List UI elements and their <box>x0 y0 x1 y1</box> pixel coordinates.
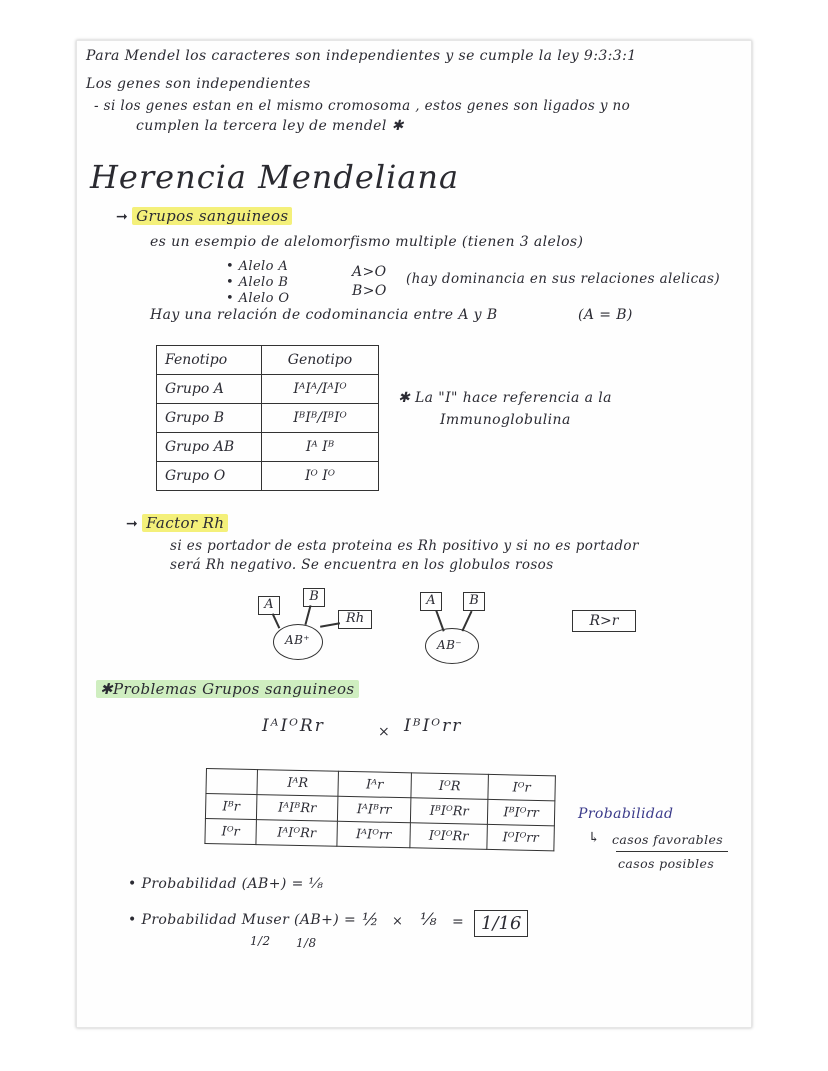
rh-line-1: si es portador de esta proteina es Rh positivo y si no es portador <box>170 538 639 554</box>
table-row <box>157 404 379 433</box>
codominance-equation: (A = B) <box>578 307 633 323</box>
table-row-header: Iᴮr <box>205 794 257 820</box>
cross-left: IᴬIᴼRr <box>262 716 325 736</box>
table-cell: IᴬIᴮRr <box>256 795 338 822</box>
table-row-header: Iᴼr <box>205 818 257 844</box>
table-cell: Grupo A <box>157 375 262 404</box>
rh-heading-text: Factor Rh <box>142 514 228 532</box>
table-header: IᴼR <box>411 773 489 800</box>
table-cell: Grupo B <box>157 404 262 433</box>
arrow-right-icon: ➞ <box>126 516 139 532</box>
table-cell: IᴼIᴼRr <box>410 823 488 850</box>
table-row <box>157 346 379 375</box>
fraction-half: ½ <box>362 910 379 930</box>
intro-line-3: - si los genes estan en el mismo cromosoma , estos genes son ligados y no <box>94 98 631 114</box>
fraction-eighth: ⅛ <box>420 910 437 930</box>
grupos-heading <box>116 207 292 225</box>
dominance-note: (hay dominancia en sus relaciones alelicas) <box>406 271 721 287</box>
intro-line-1: Para Mendel los caracteres son independientes y se cumple la ley 9:3:3:1 <box>86 48 637 64</box>
allele-b: • Alelo B <box>226 275 289 290</box>
codominance-text: Hay una relación de codominancia entre A y B <box>150 307 498 323</box>
times-symbol: × <box>392 914 404 929</box>
table-cell: IᴬIᴬ/IᴬIᴼ <box>262 375 379 404</box>
table-row <box>157 433 379 462</box>
intro-line-4: cumplen la tercera ley de mendel ✱ <box>136 118 404 134</box>
antigen-a-box: A <box>258 596 280 615</box>
equals-symbol: = <box>452 914 465 930</box>
table-row <box>157 462 379 491</box>
page-title: Herencia Mendeliana <box>90 158 460 196</box>
table-cell: Iᴼ Iᴼ <box>262 462 379 491</box>
phenotype-table <box>156 345 379 491</box>
table-cell: Grupo O <box>157 462 262 491</box>
arrow-right-icon: ➞ <box>116 209 129 225</box>
table-header: IᴬR <box>257 770 339 797</box>
antigen-a-box: A <box>420 592 442 611</box>
table-header: Iᴬr <box>338 771 412 798</box>
table-cell: IᴮIᴼrr <box>487 799 555 825</box>
grupos-heading-text: Grupos sanguineos <box>132 207 292 225</box>
rh-heading <box>126 514 228 532</box>
table-cell: IᴬIᴼrr <box>337 821 411 848</box>
antigen-b-box: B <box>463 592 485 611</box>
sub-eighth: 1/8 <box>296 936 317 950</box>
fraction-line <box>616 851 728 852</box>
ab-positive-label: AB⁺ <box>285 633 311 647</box>
table-header-genotipo: Genotipo <box>262 346 379 375</box>
probability-muser-label: • Probabilidad Muser (AB+) = <box>128 912 357 928</box>
dominance-b-o: B>O <box>352 283 387 299</box>
probability-label: Probabilidad <box>578 806 674 822</box>
allele-o: • Alelo O <box>226 291 290 306</box>
ab-negative-label: AB⁻ <box>437 638 463 652</box>
table-header: Iᴼr <box>488 774 556 800</box>
table-cell: IᴮIᴼRr <box>410 798 488 825</box>
table-row <box>157 375 379 404</box>
prob-denominator: casos posibles <box>618 856 715 871</box>
problemas-heading <box>96 680 359 698</box>
table-cell: IᴼIᴼrr <box>487 824 555 850</box>
sub-half: 1/2 <box>250 934 271 948</box>
rh-dominance-box: R>r <box>572 610 636 632</box>
problemas-heading-text: ✱Problemas Grupos sanguineos <box>96 680 359 698</box>
cross-symbol: × <box>378 724 391 740</box>
immuno-note-line-1: ✱ La "I" hace referencia a la <box>398 390 612 406</box>
immuno-note-line-2: Immunoglobulina <box>440 412 571 428</box>
table-cell: IᴬIᴼRr <box>256 820 338 847</box>
cross-right: IᴮIᴼrr <box>404 716 463 736</box>
table-cell: Iᴬ Iᴮ <box>262 433 379 462</box>
intro-line-2: Los genes son independientes <box>86 76 311 92</box>
table-cell: IᴬIᴮrr <box>337 796 411 823</box>
dominance-a-o: A>O <box>352 264 387 280</box>
allele-a: • Alelo A <box>226 259 289 274</box>
grupos-description: es un esempio de alelomorfismo multiple (tienen 3 alelos) <box>150 234 584 250</box>
probability-ab-positive: • Probabilidad (AB+) = ¹⁄₈ <box>128 876 324 892</box>
punnett-square <box>204 768 556 851</box>
rh-line-2: será Rh negativo. Se encuentra en los globulos rosos <box>170 557 554 573</box>
answer-box: 1/16 <box>474 910 528 937</box>
table-header-fenotipo: Fenotipo <box>157 346 262 375</box>
table-cell <box>206 769 258 795</box>
prob-numerator: casos favorables <box>612 832 724 847</box>
antigen-b-box: B <box>303 588 325 607</box>
table-cell: Grupo AB <box>157 433 262 462</box>
rh-protein-box: Rh <box>338 610 372 629</box>
table-cell: IᴮIᴮ/IᴮIᴼ <box>262 404 379 433</box>
prob-arrow-icon: ↳ <box>588 830 601 846</box>
